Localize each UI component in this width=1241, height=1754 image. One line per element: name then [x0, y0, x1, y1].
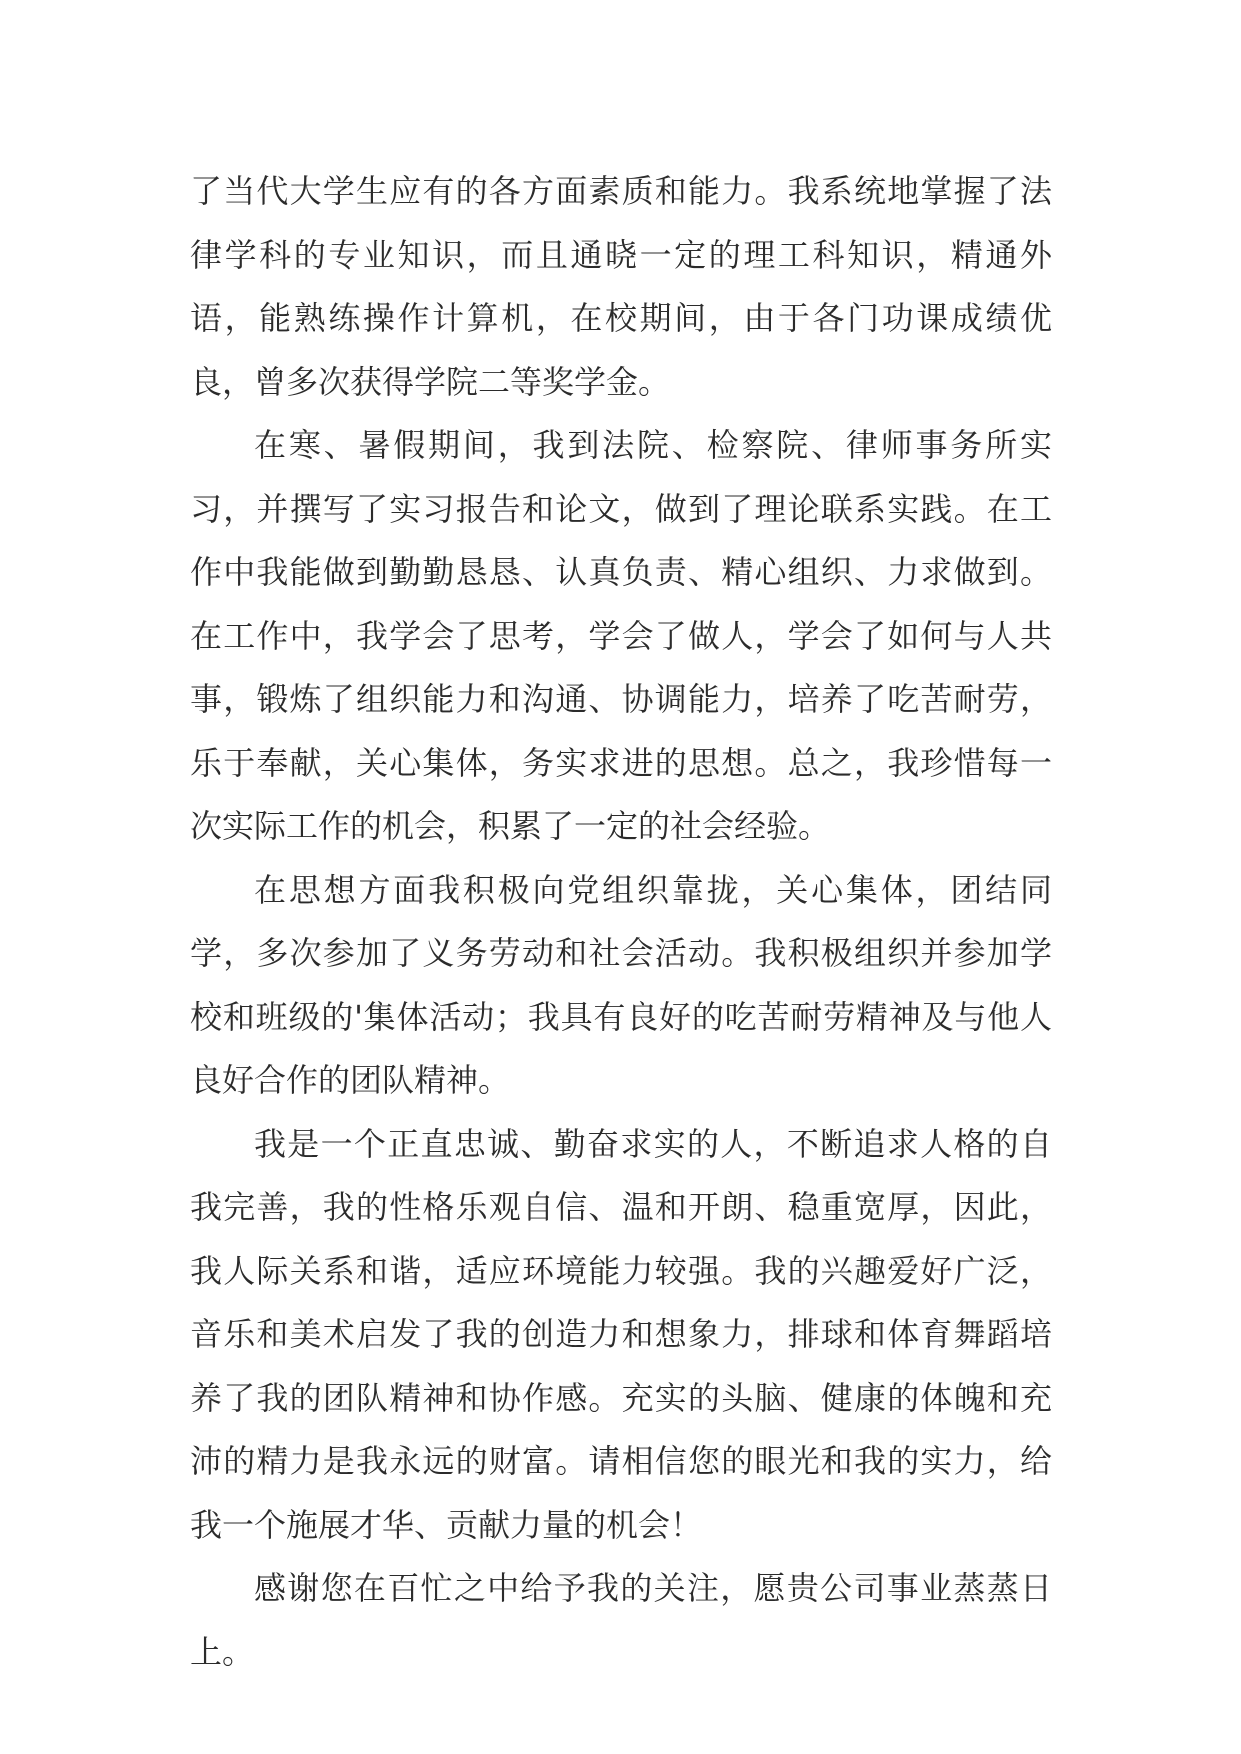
- paragraph-personality: 我是一个正直忠诚、勤奋求实的人，不断追求人格的自我完善，我的性格乐观自信、温和开朗、稳重宽厚，因此，我人际关系和谐，适应环境能力较强。我的兴趣爱好广泛，音乐和美术启发了我的创造力和想象力，排球和体育舞蹈培养了我的团队精神和协作感。充实的头脑、健康的体魄和充沛的精力是我永远的财富。请相信您的眼光和我的实力，给我一个施展才华、贡献力量的机会！: [190, 1124, 1052, 1544]
- letter-body: [190, 160, 1052, 1684]
- paragraph-qualifications: 了当代大学生应有的各方面素质和能力。我系统地掌握了法律学科的专业知识，而且通晓一定的理工科知识，精通外语，能熟练操作计算机，在校期间，由于各门功课成绩优良，曾多次获得学院二等奖学金。: [190, 172, 1052, 401]
- paragraph-closing: 感谢您在百忙之中给予我的关注，愿贵公司事业蒸蒸日上。: [190, 1569, 1052, 1671]
- paragraph-internship: 在寒、暑假期间，我到法院、检察院、律师事务所实习，并撰写了实习报告和论文，做到了理论联系实践。在工作中我能做到勤勤恳恳、认真负责、精心组织、力求做到。在工作中，我学会了思考，学会了做人，学会了如何与人共事，锻炼了组织能力和沟通、协调能力，培养了吃苦耐劳，乐于奉献，关心集体，务实求进的思想。总之，我珍惜每一次实际工作的机会，积累了一定的社会经验。: [190, 426, 1052, 845]
- paragraph-ideology: 在思想方面我积极向党组织靠拢，关心集体，团结同学，多次参加了义务劳动和社会活动。我积极组织并参加学校和班级的'集体活动；我具有良好的吃苦耐劳精神及与他人良好合作的团队精神。: [190, 870, 1052, 1099]
